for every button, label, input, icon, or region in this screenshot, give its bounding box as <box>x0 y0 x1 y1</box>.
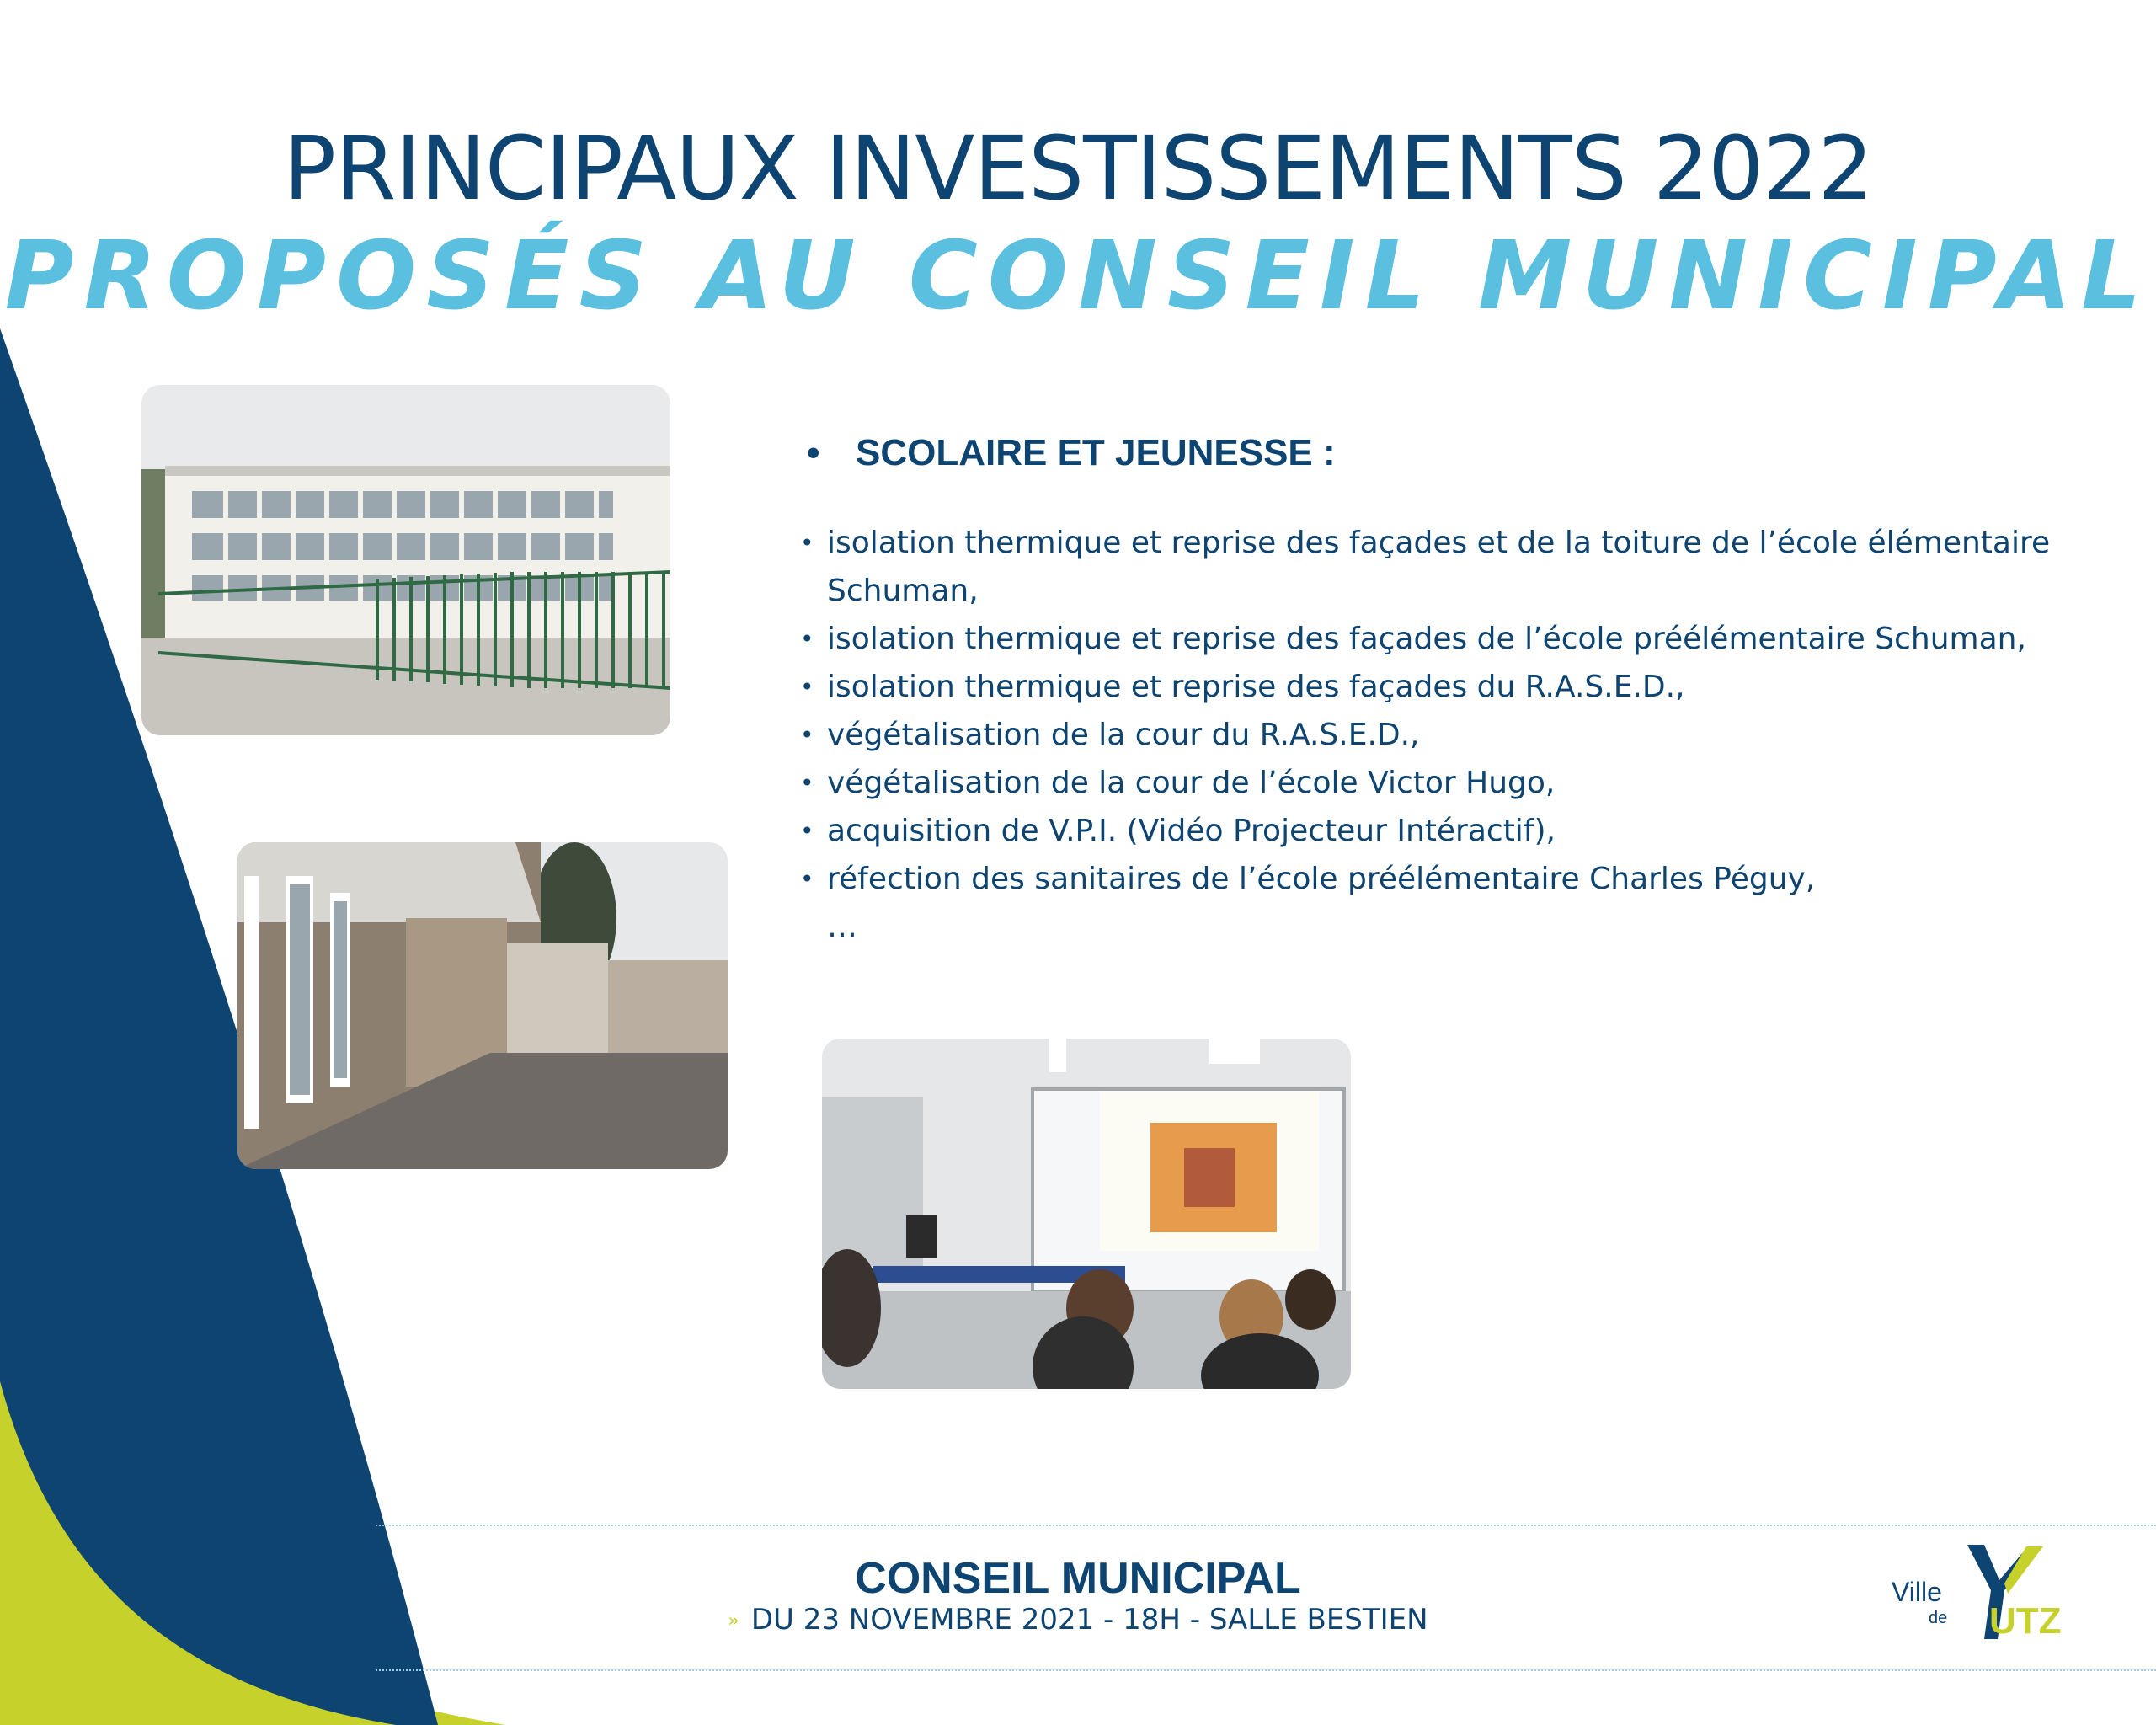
school-courtyard-photo <box>237 842 728 1169</box>
heading-bullet: • <box>807 432 820 473</box>
logo-de-text: de <box>1929 1609 1948 1627</box>
ville-de-yutz-logo <box>1892 1540 2073 1651</box>
bullet-icon: • <box>800 865 814 893</box>
list-item: • végétalisation de la cour de l’école Victor Hugo, <box>800 759 2114 807</box>
bullet-icon: • <box>800 721 814 749</box>
section-heading <box>807 431 1336 475</box>
list-item: • isolation thermique et reprise des façades et de la toiture de l’école élémentaire Schuman, <box>800 519 2114 615</box>
list-ellipsis: … <box>827 910 857 944</box>
footer-title: CONSEIL MUNICIPAL <box>855 1554 1301 1603</box>
classroom-projector-photo <box>822 1039 1351 1389</box>
bullet-icon: • <box>800 625 814 653</box>
bullet-icon: • <box>800 817 814 845</box>
list-item: • isolation thermique et reprise des façades de l’école préélémentaire Schuman, <box>800 615 2114 663</box>
list-item: • végétalisation de la cour du R.A.S.E.D., <box>800 711 2114 759</box>
footer-subtitle <box>0 1603 2156 1637</box>
bullet-icon: • <box>800 529 814 557</box>
page-title: PRINCIPAUX INVESTISSEMENTS 2022 <box>283 117 1873 220</box>
investment-list <box>800 519 2114 951</box>
bullet-icon: • <box>800 769 814 797</box>
footer-divider-top <box>376 1525 2156 1526</box>
list-item: • isolation thermique et reprise des façades du R.A.S.E.D., <box>800 663 2114 711</box>
list-item: • acquisition de V.P.I. (Vidéo Projecteur Intéractif), <box>800 807 2114 855</box>
footer-divider-bottom <box>376 1669 2156 1671</box>
school-building-photo <box>141 385 670 735</box>
list-item: • réfection des sanitaires de l’école préélémentaire Charles Péguy, <box>800 855 2114 903</box>
double-chevron-icon: » <box>728 1610 739 1632</box>
logo-ville-text: Ville <box>1892 1577 1942 1607</box>
page-subtitle: PROPOSÉS AU CONSEIL MUNICIPAL <box>4 222 2152 331</box>
heading-text: SCOLAIRE ET JEUNESSE : <box>856 432 1336 473</box>
logo-utz-text: UTZ <box>1989 1600 2062 1642</box>
bullet-icon: • <box>800 673 814 701</box>
footer-date: DU 23 NOVEMBRE 2021 - 18H - SALLE BESTIEN <box>750 1603 1428 1637</box>
